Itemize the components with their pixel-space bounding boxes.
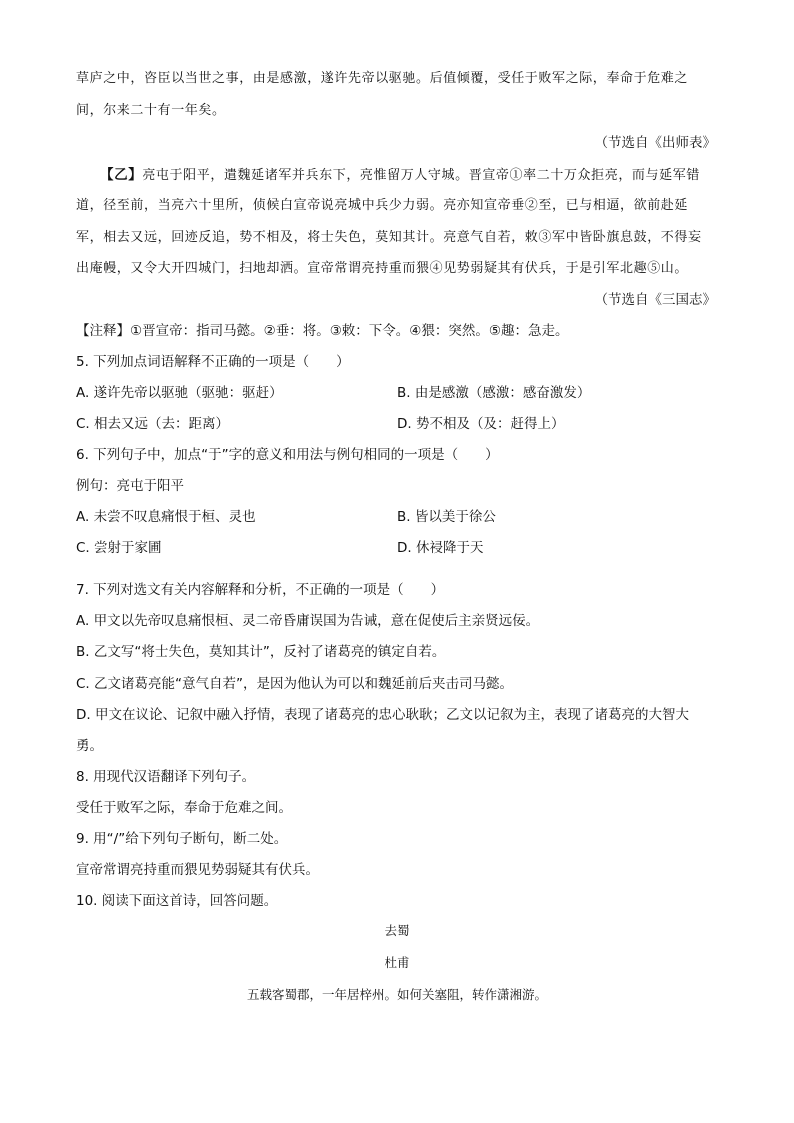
question-7-option-d-line-1: D. 甲文在议论、记叙中融入抒情，表现了诸葛亮的忠心耿耿；乙文以记叙为主，表现了诸葛亮的大智大 [76, 707, 689, 723]
question-5-option-b: B. 由是感激（感激：感奋激发） [397, 385, 591, 401]
passage-yi-line-4: 出庵幔，又令大开四城门，扫地却洒。宣帝常谓亮持重而猥④见势弱疑其有伏兵，于是引军北趣⑤山。 [76, 261, 689, 276]
passage-yi-line-2: 道，径至前，当亮六十里所，侦候白宣帝说亮城中兵少力弱。亮亦知宣帝垂②至，已与相逼，欲前赴延 [76, 198, 689, 213]
question-5-stem: 5. 下列加点词语解释不正确的一项是（ ） [76, 354, 350, 370]
passage-yi-label: 【乙】 [100, 167, 143, 183]
poem-line-1: 五载客蜀郡，一年居梓州。如何关塞阻，转作潇湘游。 [246, 987, 547, 1002]
question-7-option-b: B. 乙文写“将士失色，莫知其计”，反衬了诸葛亮的镇定自若。 [76, 644, 446, 660]
question-6-stem: 6. 下列句子中，加点“于”字的意义和用法与例句相同的一项是（ ） [76, 447, 499, 463]
question-6-example: 例句：亮屯于阳平 [76, 478, 184, 494]
question-8-stem: 8. 用现代汉语翻译下列句子。 [76, 769, 256, 785]
question-7-option-d-line-2: 勇。 [76, 738, 103, 754]
question-6-option-a: A. 未尝不叹息痛恨于桓、灵也 [76, 509, 256, 525]
question-10-stem: 10. 阅读下面这首诗，回答问题。 [76, 893, 278, 909]
question-5-option-d: D. 势不相及（及：赶得上） [397, 416, 565, 432]
passage-jia-line-1: 草庐之中，咨臣以当世之事，由是感激，遂许先帝以驱驰。后值倾覆，受任于败军之际，奉命于危难之 [76, 71, 689, 86]
question-6-option-c: C. 尝射于家圃 [76, 540, 162, 556]
question-7-option-a: A. 甲文以先帝叹息痛恨桓、灵二帝昏庸误国为告诫，意在促使后主亲贤远佞。 [76, 613, 540, 629]
poem-author: 杜甫 [384, 955, 410, 970]
question-9-stem: 9. 用“/”给下列句子断句，断二处。 [76, 831, 288, 847]
question-8-sentence: 受任于败军之际，奉命于危难之间。 [76, 800, 292, 816]
passage-yi-source: （节选自《三国志》 [594, 292, 716, 308]
passage-jia-source: （节选自《出师表》 [594, 135, 716, 151]
annotation-notes: 【注释】①晋宣帝：指司马懿。②垂：将。③敕：下令。④猥：突然。⑤趣：急走。 [76, 323, 569, 339]
question-6-option-d: D. 休祲降于天 [397, 540, 484, 556]
question-9-sentence: 宣帝常谓亮持重而猥见势弱疑其有伏兵。 [76, 862, 319, 878]
passage-yi-line-1 [100, 163, 700, 183]
question-5-option-c: C. 相去又远（去：距离） [76, 416, 230, 432]
passage-yi-line-3: 军，相去又远，回迹反追，势不相及，将士失色，莫知其计。亮意气自若，敕③军中皆卧旗息鼓，不得妄 [76, 230, 702, 245]
question-6-option-b: B. 皆以美于徐公 [397, 509, 496, 525]
question-7-stem: 7. 下列对选文有关内容解释和分析，不正确的一项是（ ） [76, 582, 445, 598]
question-5-option-a: A. 遂许先帝以驱驰（驱驰：驱赶） [76, 385, 283, 401]
question-7-option-c: C. 乙文诸葛亮能“意气自若”，是因为他认为可以和魏延前后夹击司马懿。 [76, 676, 513, 692]
poem-title: 去蜀 [384, 923, 410, 938]
passage-yi-text-1: 亮屯于阳平，遣魏延诸军并兵东下，亮惟留万人守城。晋宣帝①率二十万众拒亮，而与延军错 [142, 168, 700, 183]
passage-jia-line-2: 间，尔来二十有一年矣。 [76, 103, 226, 118]
